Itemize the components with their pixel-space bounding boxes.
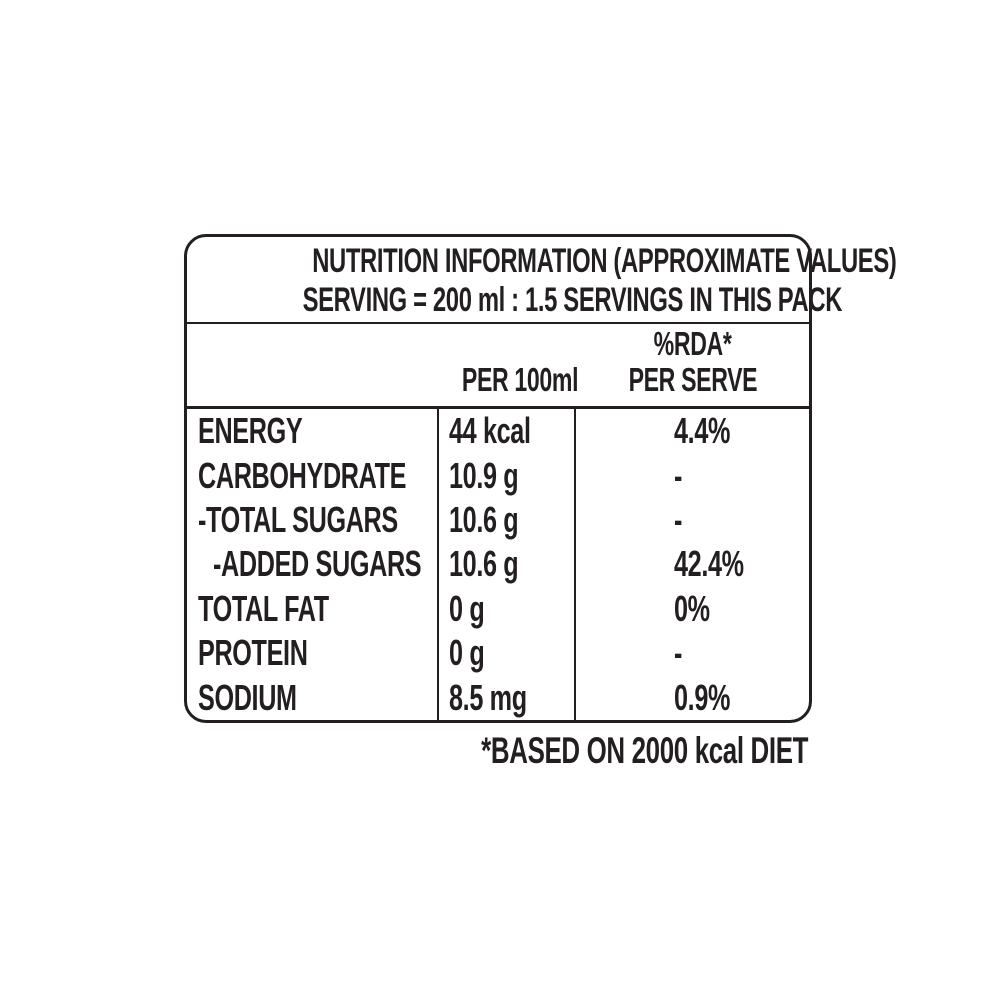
row-value-rda: - <box>674 499 683 541</box>
nutrition-table-body <box>187 409 809 720</box>
label-header <box>187 237 897 324</box>
row-value-per-100ml: 44 kcal <box>437 409 576 453</box>
table-row-energy <box>187 409 809 453</box>
row-value-rda: - <box>674 454 683 496</box>
row-label: CARBOHYDRATE <box>198 454 407 496</box>
column-header-rda-per-serve <box>576 326 809 406</box>
table-row-total-sugars <box>187 498 809 542</box>
row-label: SODIUM <box>198 676 297 718</box>
serving-info: SERVING = 200 ml : 1.5 SERVINGS IN THIS PACK <box>302 281 843 319</box>
row-value-rda: 0% <box>674 587 710 629</box>
label-title: NUTRITION INFORMATION (APPROXIMATE VALUES) <box>312 242 897 280</box>
row-value-rda: 42.4% <box>674 543 744 585</box>
row-value-per-100ml: 10.9 g <box>437 453 576 497</box>
row-value-per-100ml: 10.6 g <box>437 542 576 586</box>
row-value-rda: - <box>674 632 683 674</box>
row-label: -ADDED SUGARS <box>213 543 422 585</box>
column-header-rda-line1: %RDA* <box>653 325 732 362</box>
rda-footnote: *BASED ON 2000 kcal DIET <box>481 730 808 771</box>
table-row-total-fat <box>187 587 809 631</box>
column-header-per-100ml: PER 100ml <box>461 361 579 398</box>
row-value-per-100ml: 0 g <box>437 587 576 631</box>
table-row-carbohydrate <box>187 453 809 497</box>
column-header-rda-line2: PER SERVE <box>628 361 757 398</box>
column-header-row <box>187 324 809 409</box>
row-value-per-100ml: 10.6 g <box>437 498 576 542</box>
row-label: ENERGY <box>198 410 303 452</box>
table-row-protein <box>187 631 809 675</box>
row-value-rda: 4.4% <box>674 410 731 452</box>
row-value-per-100ml: 8.5 mg <box>437 676 576 720</box>
table-row-sodium <box>187 676 809 720</box>
row-label: -TOTAL SUGARS <box>198 499 398 541</box>
row-label: PROTEIN <box>198 632 308 674</box>
nutrition-label-box <box>184 234 897 723</box>
row-value-per-100ml: 0 g <box>437 631 576 675</box>
row-label: TOTAL FAT <box>198 587 329 629</box>
row-value-rda: 0.9% <box>674 676 731 718</box>
table-row-added-sugars <box>187 542 809 586</box>
